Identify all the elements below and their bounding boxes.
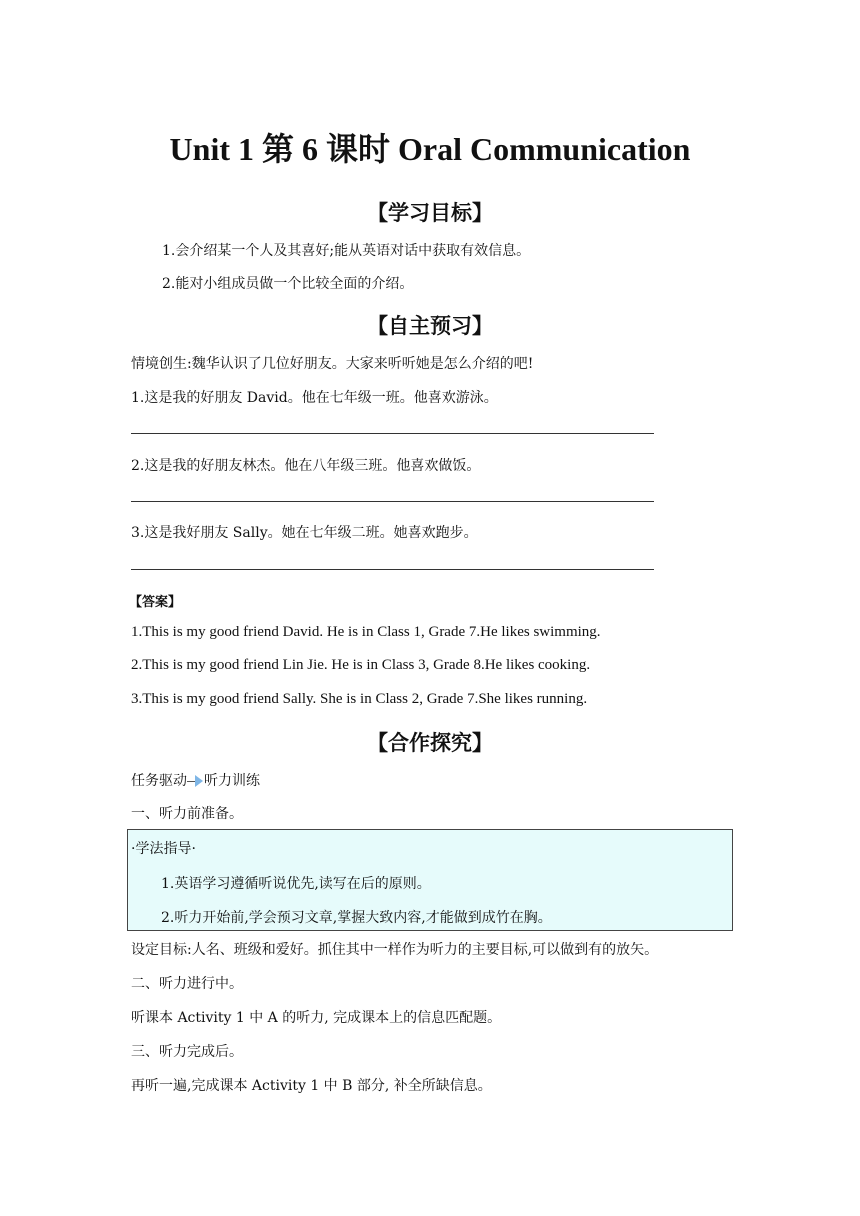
step-2-heading: 二、听力进行中。: [131, 976, 243, 992]
preview-question-1: 1.这是我的好朋友 David。他在七年级一班。他喜欢游泳。: [131, 390, 498, 406]
tip-item-1: 1.英语学习遵循听说优先,读写在后的原则。: [161, 876, 431, 892]
answer-label: 【答案】: [129, 595, 182, 610]
answer-blank-line-1: [131, 433, 654, 434]
task-right-label: 听力训练: [204, 773, 260, 789]
page-title: Unit 1 第 6 课时 Oral Communication: [169, 131, 691, 167]
section-heading-self-preview: 【自主预习】: [367, 314, 493, 338]
tip-item-2: 2.听力开始前,学会预习文章,掌握大致内容,才能做到成竹在胸。: [161, 910, 552, 926]
section-heading-learning-goals: 【学习目标】: [367, 201, 493, 225]
goal-item-2: 2.能对小组成员做一个比较全面的介绍。: [162, 276, 414, 292]
answer-3: 3.This is my good friend Sally. She is in Class 2, Grade 7.She likes running.: [131, 691, 588, 707]
answer-2: 2.This is my good friend Lin Jie. He is in Class 3, Grade 8.He likes cooking.: [131, 657, 591, 673]
step-2-text: 听课本 Activity 1 中 A 的听力, 完成课本上的信息匹配题。: [131, 1010, 502, 1026]
goal-item-1: 1.会介绍某一个人及其喜好;能从英语对话中获取有效信息。: [162, 243, 531, 259]
answer-blank-line-3: [131, 569, 654, 570]
task-left-label: 任务驱动: [131, 773, 187, 789]
preview-intro: 情境创生:魏华认识了几位好朋友。大家来听听她是怎么介绍的吧!: [131, 356, 534, 372]
study-tip-box: [127, 829, 733, 931]
answer-1: 1.This is my good friend David. He is in Class 1, Grade 7.He likes swimming.: [131, 624, 601, 640]
goal-setting-text: 设定目标:人名、班级和爱好。抓住其中一样作为听力的主要目标,可以做到有的放矢。: [131, 942, 659, 958]
answer-blank-line-2: [131, 501, 654, 502]
dash-icon: [187, 781, 195, 782]
step-3-heading: 三、听力完成后。: [131, 1044, 243, 1060]
preview-question-2: 2.这是我的好朋友林杰。他在八年级三班。他喜欢做饭。: [131, 458, 481, 474]
tip-box-title: ·学法指导·: [131, 841, 196, 857]
preview-question-3: 3.这是我好朋友 Sally。她在七年级二班。她喜欢跑步。: [131, 525, 478, 541]
task-line: [131, 770, 260, 790]
section-heading-cooperative-inquiry: 【合作探究】: [367, 731, 493, 755]
step-3-text: 再听一遍,完成课本 Activity 1 中 B 部分, 补全所缺信息。: [131, 1078, 492, 1094]
arrow-right-icon: [195, 775, 203, 787]
step-1-heading: 一、听力前准备。: [131, 806, 243, 822]
